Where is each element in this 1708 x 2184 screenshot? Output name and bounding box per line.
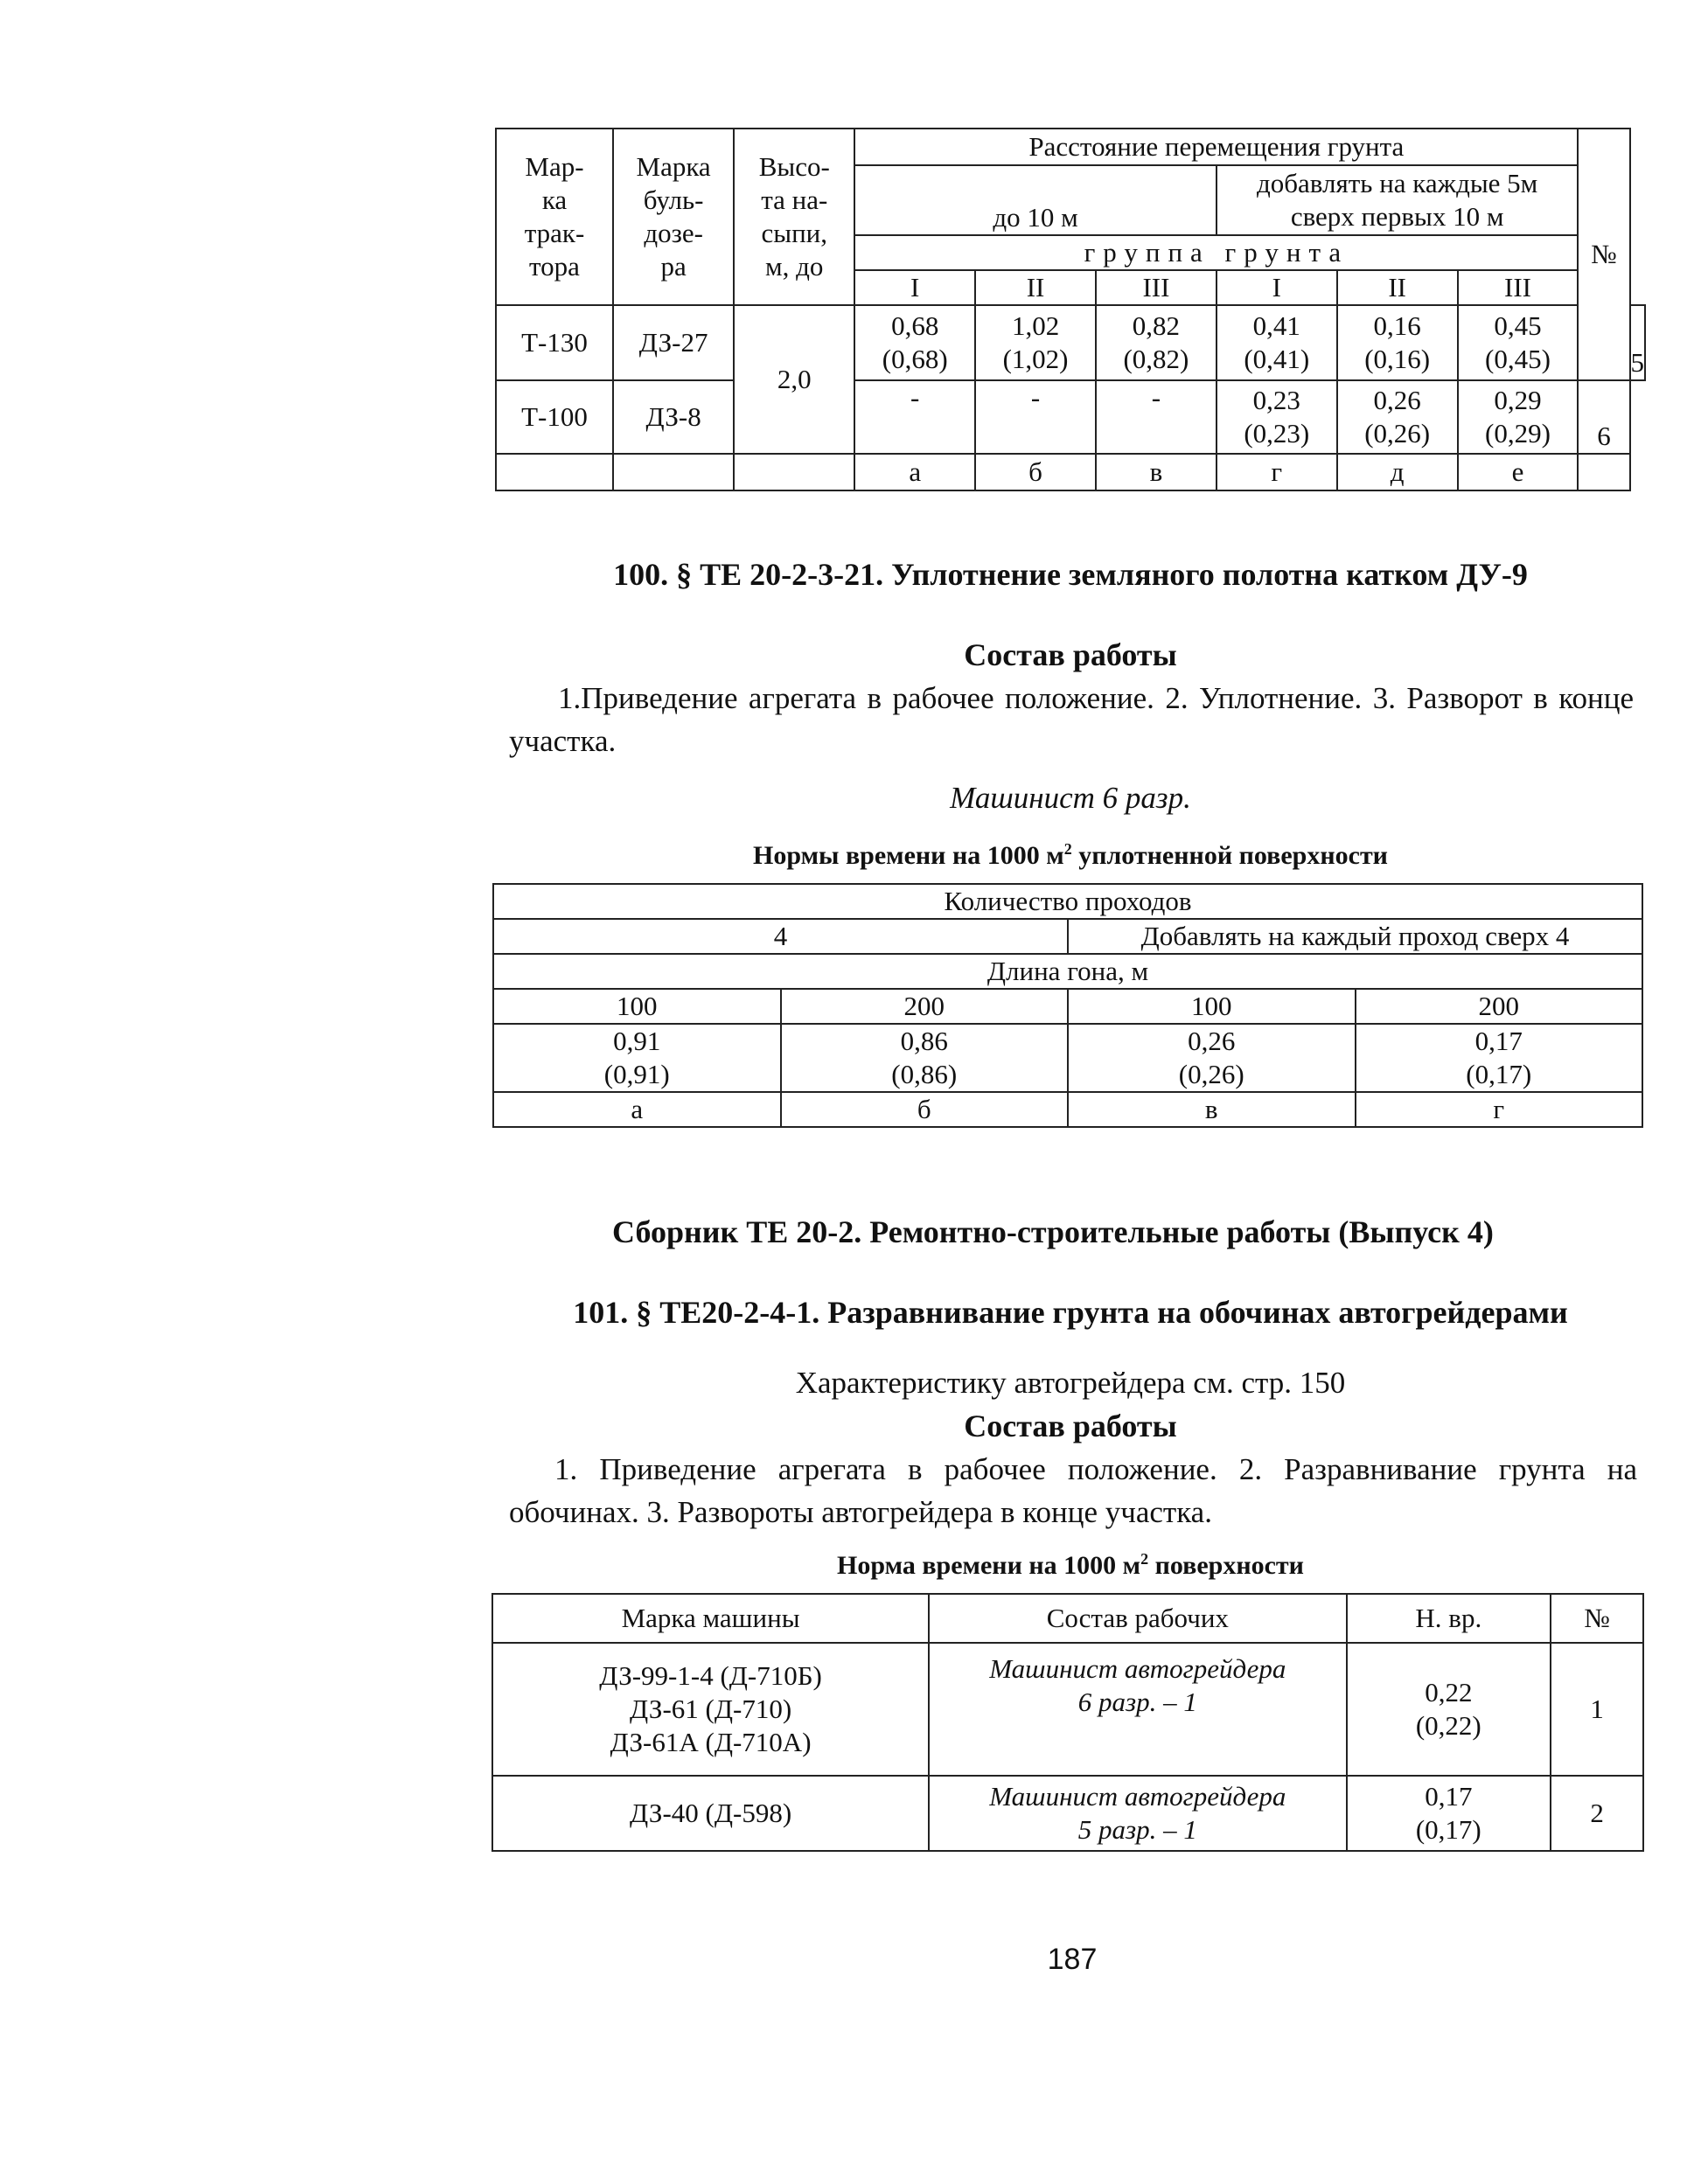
value-cell: 0,68 (0,68) — [854, 305, 975, 380]
length-header: Длина гона, м — [493, 954, 1642, 989]
crew-cell: Машинист автогрейдера 6 разр. – 1 — [929, 1643, 1346, 1776]
group-header: III — [1096, 270, 1217, 305]
length-cell: 200 — [781, 989, 1069, 1024]
column-letter: б — [975, 454, 1096, 490]
norm-cell: 0,17 (0,17) — [1347, 1776, 1551, 1851]
section-101-work-text: 1. Приведение агрегата в рабочее положение. 2. Разравнивание грунта на обочинах. 3. Развороты автогрейдера в конце участка. — [509, 1452, 1637, 1529]
section-100-work-title: Состав работы — [964, 637, 1177, 672]
dozer-cell: ДЗ-8 — [613, 380, 734, 454]
collection-title: Сборник ТЕ 20-2. Ремонтно-строительные работы (Выпуск 4) — [612, 1214, 1494, 1249]
letter-row — [496, 454, 1645, 490]
value-cell: 0,45 (0,45) — [1458, 305, 1579, 380]
row-number: 6 — [1578, 380, 1629, 454]
add-per-5-header: добавлять на каждые 5м сверх первых 10 м — [1217, 165, 1579, 235]
value-cell: 0,41 (0,41) — [1217, 305, 1337, 380]
column-letter: в — [1096, 454, 1217, 490]
value-cell: 1,02 (1,02) — [975, 305, 1096, 380]
group-header: II — [975, 270, 1096, 305]
value-cell: - — [1096, 380, 1217, 454]
value-cell: 0,26 (0,26) — [1068, 1024, 1356, 1092]
col-header-tractor: Мар- ка трак- тора — [496, 129, 613, 305]
table-row — [496, 305, 1645, 380]
column-letter: е — [1458, 454, 1579, 490]
page-number: 187 — [1047, 1943, 1098, 1976]
grader-norms-table — [491, 1593, 1644, 1852]
row-number: 2 — [1551, 1776, 1643, 1851]
row-number: 5 — [1630, 305, 1646, 380]
value-cell: 0,86 (0,86) — [781, 1024, 1069, 1092]
section-100-title: 100. § ТЕ 20-2-3-21. Уплотнение земляного полотна катком ДУ-9 — [613, 557, 1528, 592]
column-letter: в — [1068, 1092, 1356, 1127]
tractor-cell: Т-130 — [496, 305, 613, 380]
column-letter: а — [493, 1092, 781, 1127]
column-letter: г — [1217, 454, 1337, 490]
soil-group-header: группа грунта — [854, 235, 1578, 270]
length-cell: 100 — [1068, 989, 1356, 1024]
col-header-machine: Марка машины — [492, 1594, 929, 1643]
value-cell: 0,23 (0,23) — [1217, 380, 1337, 454]
value-cell: 0,82 (0,82) — [1096, 305, 1217, 380]
column-letter: а — [854, 454, 975, 490]
value-cell: 0,91 (0,91) — [493, 1024, 781, 1092]
group-header: III — [1458, 270, 1579, 305]
value-cell: 0,29 (0,29) — [1458, 380, 1579, 454]
length-cell: 200 — [1356, 989, 1643, 1024]
table-row — [492, 1643, 1643, 1776]
value-cell: 0,16 (0,16) — [1337, 305, 1458, 380]
value-cell: 0,26 (0,26) — [1337, 380, 1458, 454]
crew-cell: Машинист автогрейдера 5 разр. – 1 — [929, 1776, 1346, 1851]
height-cell: 2,0 — [734, 305, 854, 454]
group-header: II — [1337, 270, 1458, 305]
col-header-height: Высо- та на- сыпи, м, до — [734, 129, 854, 305]
distance-header: Расстояние перемещения грунта — [854, 129, 1578, 165]
col-header-no: № — [1551, 1594, 1643, 1643]
machine-cell: ДЗ-99-1-4 (Д-710Б) ДЗ-61 (Д-710) ДЗ-61А (Д-710А) — [492, 1643, 929, 1776]
section-100-crew: Машинист 6 разр. — [950, 781, 1191, 815]
table-row — [493, 1024, 1642, 1092]
value-cell: - — [854, 380, 975, 454]
length-cell: 100 — [493, 989, 781, 1024]
no-header: № — [1578, 129, 1629, 380]
group-header: I — [854, 270, 975, 305]
group-header: I — [1217, 270, 1337, 305]
table-row — [492, 1776, 1643, 1851]
four-passes-header: 4 — [493, 919, 1068, 954]
column-letter: б — [781, 1092, 1069, 1127]
machine-cell: ДЗ-40 (Д-598) — [492, 1776, 929, 1851]
value-cell: - — [975, 380, 1096, 454]
section-101-norm-title: Норма времени на 1000 $м^2$ поверхности — [837, 1550, 1304, 1580]
col-header-crew: Состав рабочих — [929, 1594, 1346, 1643]
row-number: 1 — [1551, 1643, 1643, 1776]
norm-cell: 0,22 (0,22) — [1347, 1643, 1551, 1776]
section-101-char-note: Характеристику автогрейдера см. стр. 150 — [795, 1366, 1346, 1400]
col-header-dozer: Марка буль- дозе- ра — [613, 129, 734, 305]
bulldozer-norms-table — [495, 128, 1646, 491]
column-letter: д — [1337, 454, 1458, 490]
section-100-work-text: 1.Приведение агрегата в рабочее положение. 2. Уплотнение. 3. Разворот в конце участка. — [509, 681, 1634, 758]
column-letter: г — [1356, 1092, 1643, 1127]
section-100-norm-title: Нормы времени на 1000 $м^2$ уплотненной поверхности — [753, 840, 1388, 870]
tractor-cell: Т-100 — [496, 380, 613, 454]
roller-norms-table — [492, 883, 1643, 1128]
section-101-title: 101. § ТЕ20-2-4-1. Разравнивание грунта на обочинах автогрейдерами — [573, 1295, 1568, 1330]
passes-header: Количество проходов — [493, 884, 1642, 919]
dozer-cell: ДЗ-27 — [613, 305, 734, 380]
value-cell: 0,17 (0,17) — [1356, 1024, 1643, 1092]
section-101-work-title: Состав работы — [964, 1408, 1177, 1443]
letter-row — [493, 1092, 1642, 1127]
table-row — [496, 380, 1645, 454]
up-to-10-header: до 10 м — [854, 165, 1217, 235]
col-header-norm: Н. вр. — [1347, 1594, 1551, 1643]
add-each-header: Добавлять на каждый проход сверх 4 — [1068, 919, 1642, 954]
